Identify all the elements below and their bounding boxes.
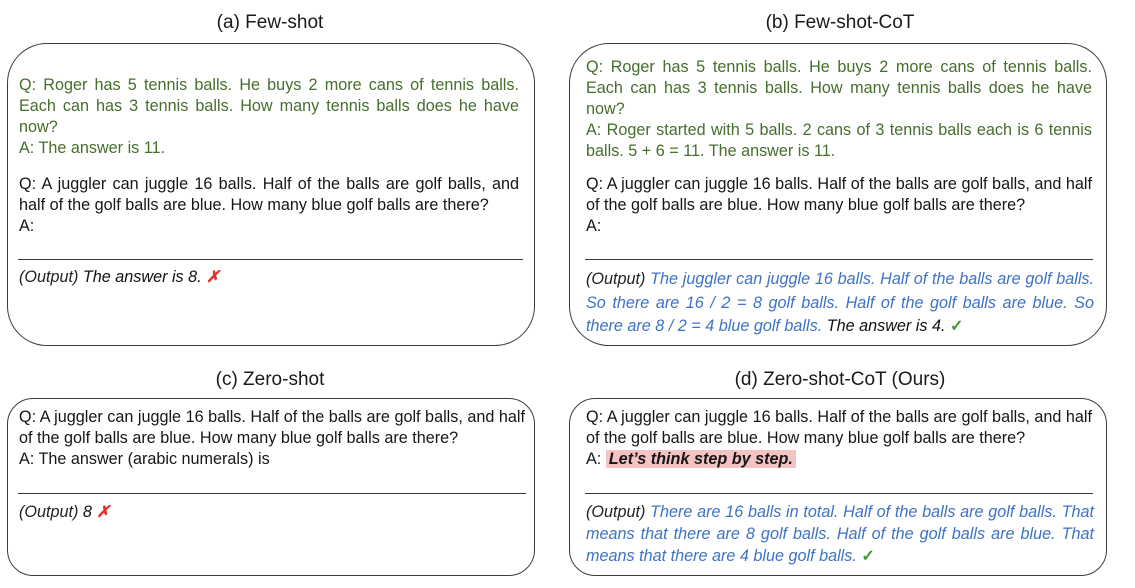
- panel-a-question-text: Q: A juggler can juggle 16 balls. Half of the balls are golf balls, and half of the golf balls are blue. How many blue golf balls are there?: [19, 175, 519, 214]
- panel-b-example-answer: A: Roger started with 5 balls. 2 cans of 3 tennis balls each is 6 tennis balls. 5 + 6 = 11. The answer is 11.: [586, 121, 1092, 160]
- panel-c-box: [7, 398, 535, 576]
- panel-d-output-label: (Output): [586, 503, 646, 521]
- panel-a-answer-prefix: A:: [19, 217, 35, 235]
- panel-a-example-question: Q: Roger has 5 tennis balls. He buys 2 more cans of tennis balls. Each can has 3 tennis balls. How many tennis balls does he have now?: [19, 76, 519, 136]
- panel-c-title: (c) Zero-shot: [215, 369, 325, 390]
- panel-d-output-reasoning: There are 16 balls in total. Half of the balls are golf balls. That means that there are 8 golf balls. Half of the golf balls are blue. That means that there are 4 blue golf balls.: [586, 503, 1094, 565]
- panel-d-output: [586, 501, 1094, 567]
- panel-c-answer-prefix: A: The answer (arabic numerals) is: [19, 450, 270, 468]
- panel-c-divider: [18, 493, 526, 494]
- panel-d-answer-prefix: A:: [586, 450, 602, 468]
- panel-d-box: [569, 398, 1107, 576]
- cross-mark-icon: ✗: [206, 268, 220, 286]
- panel-a-example-answer: A: The answer is 11.: [19, 139, 166, 157]
- panel-b-output-label: (Output): [586, 270, 646, 288]
- check-mark-icon: ✓: [861, 547, 875, 565]
- panel-c-output: [19, 501, 519, 525]
- panel-c-output-text: 8: [82, 503, 92, 521]
- cross-mark-icon: ✗: [96, 503, 110, 521]
- panel-a-title: (a) Few-shot: [216, 12, 324, 33]
- panel-d-question-text: Q: A juggler can juggle 16 balls. Half of the balls are golf balls, and half of the golf balls are blue. How many blue golf balls are there?: [586, 408, 1092, 447]
- panel-b-example: [586, 57, 1092, 162]
- panel-b-answer-prefix: A:: [586, 217, 602, 235]
- panel-b-question-text: Q: A juggler can juggle 16 balls. Half of the balls are golf balls, and half of the golf balls are blue. How many blue golf balls are there?: [586, 175, 1092, 214]
- panel-a-box: [7, 43, 535, 346]
- panel-a-output: [19, 266, 519, 290]
- panel-b-output: [586, 268, 1094, 339]
- panel-b-output-reasoning: The juggler can juggle 16 balls. Half of the balls are golf balls. So there are 16 / 2 = 8 golf balls. Half of the golf balls are blue. So there are 8 / 2 = 4 blue golf balls.: [586, 270, 1095, 335]
- panel-c-question: [19, 407, 525, 470]
- panel-b-question: [586, 174, 1092, 237]
- panel-a-divider: [18, 259, 523, 260]
- panel-a-output-label: (Output): [19, 268, 79, 286]
- panel-b-title: (b) Few-shot-CoT: [765, 12, 915, 33]
- panel-d-divider: [585, 493, 1093, 494]
- panel-d-trigger-highlight: Let’s think step by step.: [606, 450, 796, 468]
- panel-d-answer-line: [586, 449, 1092, 470]
- panel-a-question: [19, 174, 519, 237]
- panel-b-example-question: Q: Roger has 5 tennis balls. He buys 2 more cans of tennis balls. Each can has 3 tennis balls. How many tennis balls does he have now?: [586, 58, 1092, 118]
- panel-d-question: [586, 407, 1092, 470]
- panel-d-title: (d) Zero-shot-CoT (Ours): [734, 369, 946, 390]
- panel-c-question-text: Q: A juggler can juggle 16 balls. Half of the balls are golf balls, and half of the golf balls are blue. How many blue golf balls are there?: [19, 408, 525, 447]
- panel-b-output-answer: The answer is 4.: [826, 317, 946, 335]
- panel-b-box: [569, 43, 1107, 346]
- panel-b-divider: [585, 259, 1093, 260]
- check-mark-icon: ✓: [950, 317, 964, 335]
- panel-a-example: [19, 75, 519, 159]
- panel-c-output-label: (Output): [19, 503, 79, 521]
- panel-a-output-text: The answer is 8.: [82, 268, 202, 286]
